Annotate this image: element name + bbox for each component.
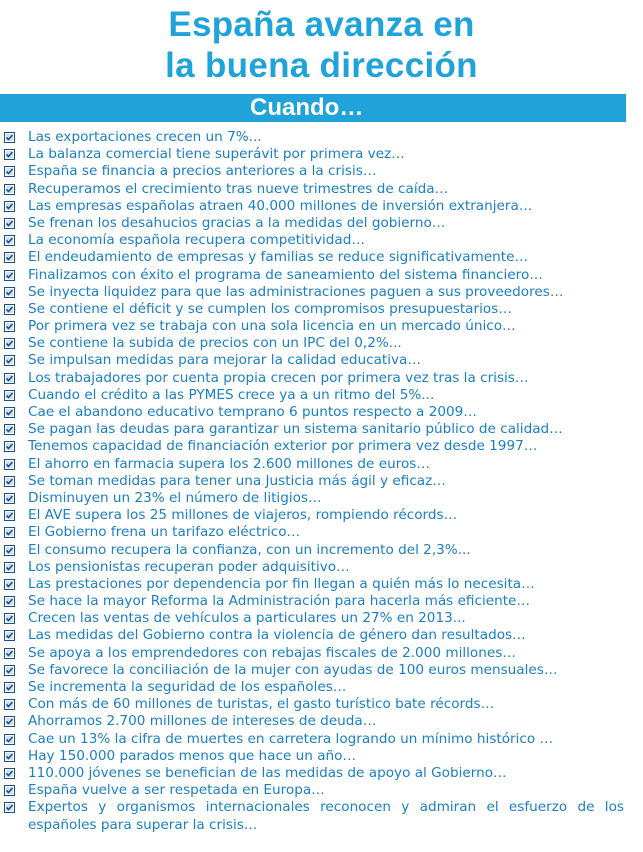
list-item <box>4 404 624 421</box>
checkbox-icon <box>4 218 17 228</box>
list-item <box>4 181 624 198</box>
list-item-text: Los pensionistas recuperan poder adquisitivo… <box>28 558 350 575</box>
list-item <box>4 473 624 490</box>
list-item-text: Se toman medidas para tener una Justicia más ágil y eficaz… <box>28 472 446 489</box>
checkbox-icon <box>4 287 17 297</box>
list-item-text: Finalizamos con éxito el programa de saneamiento del sistema financiero… <box>28 266 543 283</box>
list-item-text: Cae un 13% la cifra de muertes en carretera logrando un mínimo histórico … <box>28 730 554 747</box>
page-title-line-1: España avanza en <box>168 5 475 44</box>
checkbox-icon <box>4 510 17 520</box>
checkbox-icon <box>4 166 17 176</box>
list-item-text: Se incrementa la seguridad de los españoles… <box>28 679 347 695</box>
list-item <box>4 267 624 284</box>
list-item-text: Los trabajadores por cuenta propia crecen por primera vez tras la crisis… <box>28 369 529 386</box>
page-title-line-2: la buena dirección <box>165 46 478 85</box>
list-item <box>4 198 624 215</box>
list-item <box>4 559 624 576</box>
checkbox-icon <box>4 355 17 365</box>
list-item <box>4 627 624 644</box>
list-item-text: Por primera vez se trabaja con una sola licencia en un mercado único… <box>28 318 516 335</box>
checkbox-icon <box>4 441 17 451</box>
list-item-text: La balanza comercial tiene superávit por primera vez… <box>28 146 405 163</box>
list-item <box>4 679 624 696</box>
checkbox-icon <box>4 716 17 726</box>
checkbox-icon <box>4 562 17 572</box>
list-item <box>4 421 624 438</box>
checkbox-icon <box>4 321 17 331</box>
list-item <box>4 748 624 765</box>
list-item-text: Se hace la mayor Reforma la Administración para hacerla más eficiente… <box>28 593 531 610</box>
section-banner: Cuando… <box>0 94 626 122</box>
checkbox-icon <box>4 132 17 142</box>
page-title <box>0 0 643 86</box>
checkbox-icon <box>4 596 17 606</box>
checkbox-icon <box>4 476 17 486</box>
list-item-text: Se contiene la subida de precios con un IPC del 0,2%... <box>28 335 402 352</box>
checkbox-icon <box>4 149 17 159</box>
list-item <box>4 731 624 748</box>
list-item-text: Tenemos capacidad de financiación exterior por primera vez desde 1997… <box>28 438 538 455</box>
checkbox-icon <box>4 407 17 417</box>
list-item-text: El AVE supera los 25 millones de viajeros, rompiendo récords… <box>28 507 458 524</box>
checkbox-icon <box>4 338 17 348</box>
list-item-text: Las medidas del Gobierno contra la violencia de género dan resultados… <box>28 627 526 644</box>
checkbox-icon <box>4 459 17 469</box>
list-item-text: El Gobierno frena un tarifazo eléctrico… <box>28 524 301 541</box>
list-item <box>4 782 624 799</box>
checkbox-icon <box>4 665 17 675</box>
checkbox-icon <box>4 252 17 262</box>
list-item <box>4 507 624 524</box>
list-item <box>4 576 624 593</box>
list-item <box>4 318 624 335</box>
list-item <box>4 765 624 782</box>
list-item <box>4 542 624 559</box>
list-item-text: Recuperamos el crecimiento tras nueve trimestres de caída… <box>28 180 449 197</box>
checkbox-icon <box>4 734 17 744</box>
list-item <box>4 215 624 232</box>
list-item-text: Expertos y organismos internacionales reconocen y admiran el esfuerzo de los españoles para superar la crisis… <box>28 799 624 833</box>
checkbox-icon <box>4 184 17 194</box>
list-item <box>4 370 624 387</box>
list-item-text: Se contiene el déficit y se cumplen los compromisos presupuestarios… <box>28 300 512 317</box>
list-item <box>4 163 624 180</box>
list-item-text: Las prestaciones por dependencia por fin llegan a quién más lo necesita… <box>28 575 535 592</box>
list-item <box>4 232 624 249</box>
list-item-text: Se favorece la conciliación de la mujer con ayudas de 100 euros mensuales… <box>28 661 558 678</box>
checkbox-icon <box>4 785 17 795</box>
list-item-text: El endeudamiento de empresas y familias se reduce significativamente… <box>28 249 529 266</box>
list-item-text: El consumo recupera la confianza, con un incremento del 2,3%... <box>28 541 471 558</box>
list-item <box>4 610 624 627</box>
list-item <box>4 799 624 833</box>
list-item-text: Ahorramos 2.700 millones de intereses de deuda… <box>28 713 377 730</box>
list-item-text: La economía española recupera competitividad… <box>28 232 365 249</box>
checkbox-icon <box>4 699 17 709</box>
list-item-text: España vuelve a ser respetada en Europa… <box>28 782 325 799</box>
list-item <box>4 301 624 318</box>
list-item-text: Hay 150.000 parados menos que hace un año… <box>28 747 357 764</box>
checkbox-icon <box>4 201 17 211</box>
checkbox-icon <box>4 751 17 761</box>
list-item <box>4 387 624 404</box>
list-item <box>4 662 624 679</box>
achievement-list <box>4 129 624 834</box>
list-item-text: Disminuyen un 23% el número de litigios… <box>28 489 322 506</box>
checkbox-icon <box>4 270 17 280</box>
checkbox-icon <box>4 235 17 245</box>
list-item-text: 110.000 jóvenes se benefician de las medidas de apoyo al Gobierno… <box>28 764 507 781</box>
list-item <box>4 490 624 507</box>
list-item-text: Crecen las ventas de vehículos a particulares un 27% en 2013... <box>28 610 466 627</box>
checkbox-icon <box>4 390 17 400</box>
checkbox-icon <box>4 545 17 555</box>
list-item <box>4 645 624 662</box>
checkbox-icon <box>4 648 17 658</box>
list-item-text: Se impulsan medidas para mejorar la calidad educativa… <box>28 352 421 369</box>
checkbox-icon <box>4 682 17 692</box>
checkbox-icon <box>4 527 17 537</box>
list-item-text: Se apoya a los emprendedores con rebajas fiscales de 2.000 millones… <box>28 644 516 661</box>
list-item <box>4 456 624 473</box>
list-item <box>4 249 624 266</box>
list-item-text: Cae el abandono educativo temprano 6 puntos respecto a 2009… <box>28 404 477 420</box>
list-item-text: Las exportaciones crecen un 7%... <box>28 129 262 145</box>
list-item <box>4 696 624 713</box>
list-item <box>4 129 624 146</box>
list-item <box>4 335 624 352</box>
checkbox-icon <box>4 613 17 623</box>
list-item <box>4 438 624 455</box>
list-item-text: Cuando el crédito a las PYMES crece ya a un ritmo del 5%... <box>28 386 435 403</box>
list-item <box>4 352 624 369</box>
list-item-text: España se financia a precios anteriores a la crisis… <box>28 163 377 180</box>
checkbox-icon <box>4 802 17 812</box>
checkbox-icon <box>4 373 17 383</box>
list-item-text: Se frenan los desahucios gracias a la medidas del gobierno… <box>28 214 446 231</box>
list-item <box>4 284 624 301</box>
checkbox-icon <box>4 630 17 640</box>
list-item <box>4 146 624 163</box>
list-item-text: Las empresas españolas atraen 40.000 millones de inversión extranjera… <box>28 197 533 214</box>
list-item <box>4 524 624 541</box>
list-item-text: Se inyecta liquidez para que las administraciones paguen a sus proveedores… <box>28 283 564 300</box>
checkbox-icon <box>4 493 17 503</box>
checkbox-icon <box>4 304 17 314</box>
list-item-text: Se pagan las deudas para garantizar un sistema sanitario público de calidad… <box>28 421 563 438</box>
checkbox-icon <box>4 579 17 589</box>
checkbox-icon <box>4 424 17 434</box>
list-item <box>4 713 624 730</box>
checkbox-icon <box>4 768 17 778</box>
list-item-text: Con más de 60 millones de turistas, el gasto turístico bate récords… <box>28 696 495 713</box>
list-item <box>4 593 624 610</box>
list-item-text: El ahorro en farmacia supera los 2.600 millones de euros… <box>28 455 430 472</box>
